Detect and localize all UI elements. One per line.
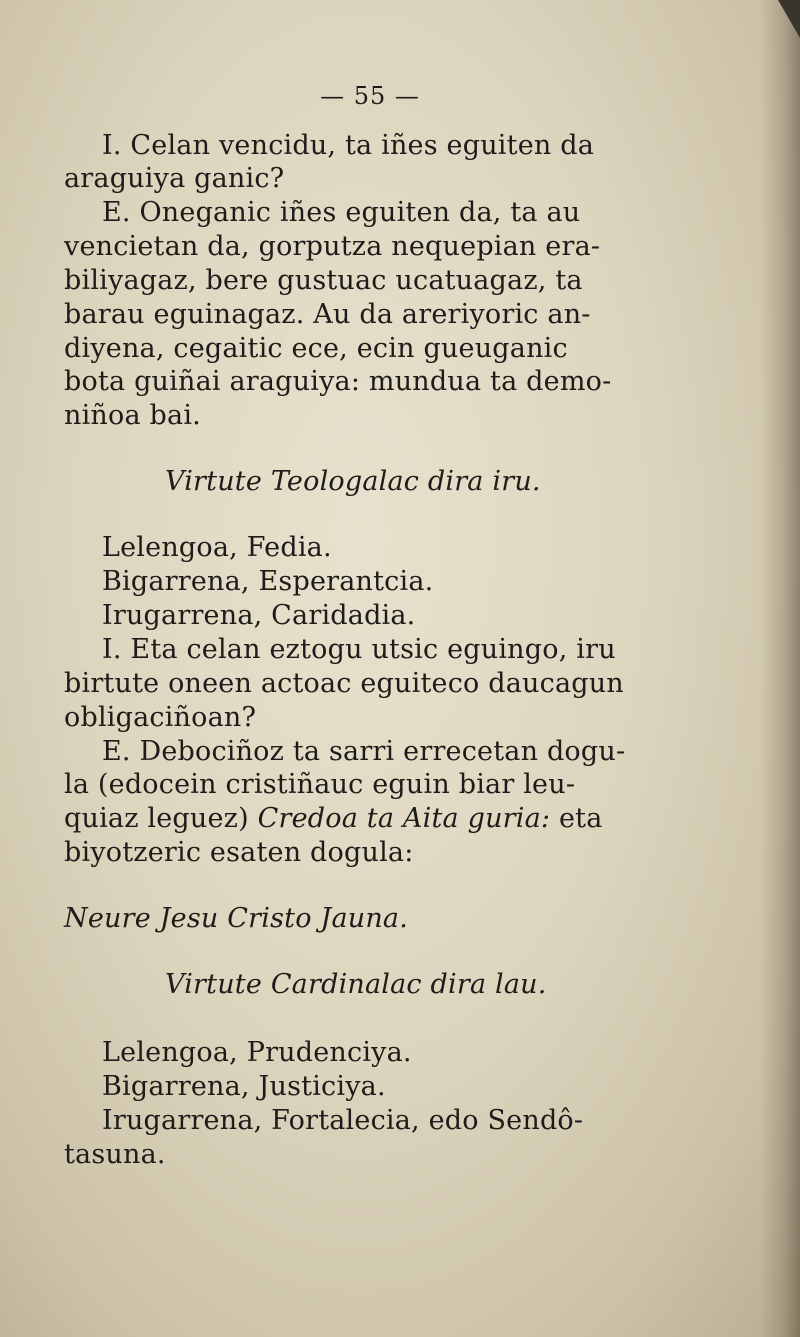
text-line: E. Debociñoz ta sarri errecetan dogu- [102,736,626,767]
list-item: Lelengoa, Fedia. [102,532,332,563]
list-item: Bigarrena, Justiciya. [102,1071,386,1102]
text-line: obligaciñoan? [64,702,257,733]
page-corner [778,0,800,38]
list-item: Irugarrena, Fortalecia, edo Sendô- [102,1105,584,1136]
text-line: vencietan da, gorputza nequepian era- [64,231,601,262]
list-item: Bigarrena, Esperantcia. [102,566,434,597]
text-line: E. Oneganic iñes eguiten da, ta au [102,197,581,228]
text-line: biyotzeric esaten dogula: [64,837,414,868]
section-heading: Virtute Teologalac dira iru. [165,466,541,497]
text-line: I. Celan vencidu, ta iñes eguiten da [102,130,595,161]
page-edge-shadow [760,0,800,1337]
page-number: — 55 — [320,82,420,110]
section-heading: Virtute Cardinalac dira lau. [165,969,547,1000]
list-item: Lelengoa, Prudenciya. [102,1037,412,1068]
text-line: biliyagaz, bere gustuac ucatuagaz, ta [64,265,583,296]
text-italic: Credoa ta Aita guria: [257,803,551,834]
text-line: niñoa bai. [64,400,201,431]
text-line: la (edocein cristiñauc eguin biar leu- [64,769,576,800]
text-line: birtute oneen actoac eguiteco daucagun [64,668,624,699]
list-item: tasuna. [64,1139,166,1170]
text-plain: eta [550,803,603,834]
text-line: diyena, cegaitic ece, ecin gueuganic [64,333,568,364]
text-line: barau eguinagaz. Au da areriyoric an- [64,299,591,330]
text-line: araguiya ganic? [64,163,285,194]
text-line: I. Eta celan eztogu utsic eguingo, iru [102,634,616,665]
text-line-mixed [64,803,603,835]
text-plain: quiaz leguez) [64,803,258,834]
italic-line: Neure Jesu Cristo Jauna. [64,903,409,934]
list-item: Irugarrena, Caridadia. [102,600,416,631]
text-line: bota guiñai araguiya: mundua ta demo- [64,366,612,397]
